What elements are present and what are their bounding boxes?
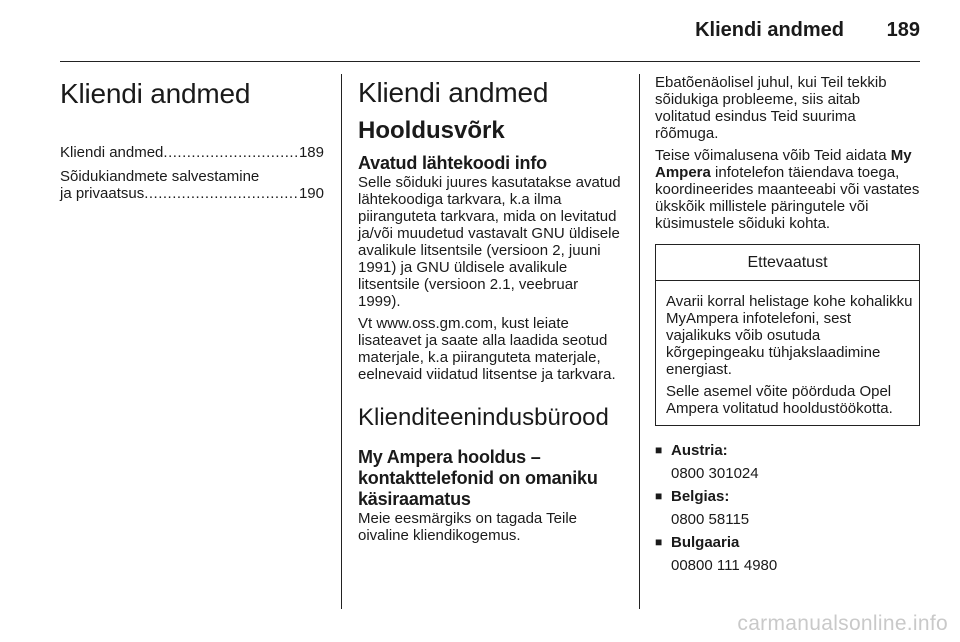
- country-list: [655, 442, 920, 574]
- table-of-contents: [60, 144, 324, 202]
- my-ampera-brand: My Ampera: [655, 147, 912, 181]
- list-item: [655, 534, 920, 574]
- header-title: Kliendi andmed: [695, 19, 844, 41]
- column-content-1: [358, 74, 624, 544]
- help-paragraph-1: Ebatõenäolisel juhul, kui Teil tekkib sõidukiga probleeme, siis aitab volitatud esindus Teid suurima rõõmuga.: [655, 74, 887, 142]
- toc-entry[interactable]: [60, 144, 324, 161]
- warning-paragraph-1: Avarii korral helistage kohe kohalikku MyAmpera infotelefoni, sest vajalikuks võib osutuda kõrgepingeaku tühjakslaadimine energiast.: [666, 293, 913, 378]
- square-bullet-icon: ■: [655, 535, 663, 549]
- page-number: 189: [886, 19, 920, 41]
- phone-number: 0800 58115: [671, 511, 750, 528]
- help-paragraph-2-text: Teise võimalusena võib Teid aidata: [655, 147, 891, 164]
- toc-leader: [163, 144, 299, 161]
- warning-box: [655, 244, 920, 426]
- page-header: [60, 0, 920, 62]
- country-name: Austria:: [671, 442, 728, 459]
- square-bullet-icon: ■: [655, 489, 663, 503]
- warning-body: [656, 281, 919, 425]
- country-name: Bulgaaria: [671, 534, 740, 551]
- list-item: [655, 488, 920, 528]
- column-content-2: [655, 74, 920, 580]
- service-section-title: Klienditeenindusbürood: [358, 404, 609, 431]
- toc-leader: [144, 185, 299, 202]
- column-toc: [60, 74, 324, 202]
- subsection-title: Hooldusvõrk: [358, 117, 505, 144]
- chapter-title: Kliendi andmed: [60, 78, 251, 109]
- toc-entry-label: Kliendi andmed: [60, 144, 164, 161]
- country-name: Belgias:: [671, 488, 730, 505]
- open-source-paragraph-2: Vt www.oss.gm.com, kust leiate lisateavet ja saate alla laadida seotud materjale, k.a piiranguteta materjale, eelnevaid viidatud litsentse ja tarkvara.: [358, 315, 616, 383]
- warning-paragraph-2: Selle asemel võite pöörduda Opel Ampera volitatud hooldustöökotta.: [666, 383, 893, 417]
- square-bullet-icon: ■: [655, 443, 663, 457]
- watermark: carmanualsonline.info: [737, 612, 948, 635]
- list-item: [655, 442, 920, 482]
- help-paragraph-2-text: infotelefon täiendava toega, koordineerides maanteeabi või vastates ükskõik millistele päringutele või küsimustele sõiduki kohta.: [655, 164, 920, 232]
- help-paragraph-2: [655, 147, 920, 232]
- my-ampera-heading: My Ampera hooldus – kontakttelefonid on omaniku käsiraamatus: [358, 447, 598, 509]
- column-divider: [341, 74, 342, 609]
- warning-title: Ettevaatust: [656, 245, 919, 281]
- toc-entry-page: 190: [298, 185, 324, 202]
- phone-number: 00800 111 4980: [671, 557, 778, 574]
- toc-entry-page: 189: [298, 144, 324, 161]
- toc-entry-label: Sõidukiandmete salvestamine: [60, 168, 260, 185]
- phone-number: 0800 301024: [671, 465, 759, 482]
- toc-entry[interactable]: [60, 168, 324, 202]
- toc-entry-label-cont: ja privaatsus: [60, 185, 145, 202]
- section-title: Kliendi andmed: [358, 77, 549, 108]
- open-source-paragraph-1: Selle sõiduki juures kasutatakse avatud lähtekoodiga tarkvara, k.a ilma piiranguteta tarkvara, mida on levitatud ja/või muudetud vastavalt GNU üldisele avalikule litsentsile (versioon 2, juuni 1991) ja GNU üldisele avalikule litsentsile (versioon 2.1, veebruar 1999).: [358, 174, 621, 310]
- column-divider: [639, 74, 640, 609]
- open-source-heading: Avatud lähtekoodi info: [358, 153, 547, 173]
- my-ampera-paragraph: Meie eesmärgiks on tagada Teile oivaline kliendikogemus.: [358, 510, 578, 544]
